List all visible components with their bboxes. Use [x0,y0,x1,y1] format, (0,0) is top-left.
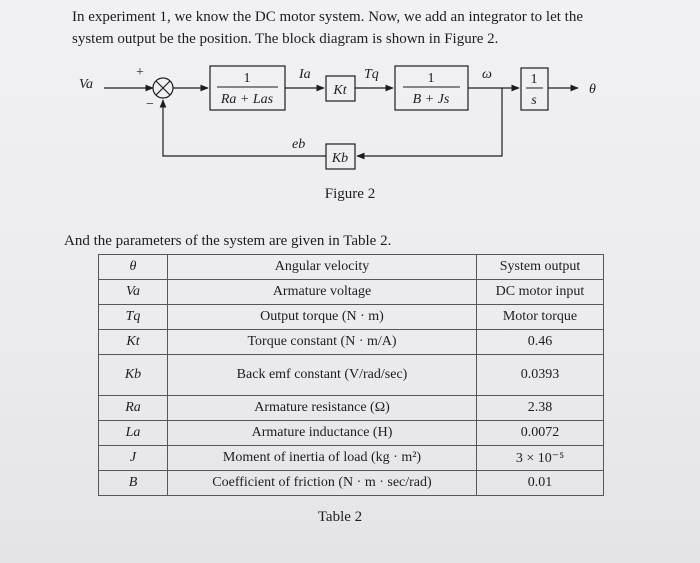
param-description: Moment of inertia of load (kg · m²) [168,446,477,471]
output-label-theta: θ [589,82,596,97]
param-symbol: La [99,421,168,446]
kt-block-label: Kt [333,83,347,98]
param-symbol: J [99,446,168,471]
param-symbol: B [99,471,168,496]
param-value: 3 × 10⁻⁵ [477,446,604,471]
param-value: Motor torque [477,305,604,330]
table-row [99,355,604,396]
signal-omega-label: ω [482,67,492,82]
param-description: Angular velocity [168,255,477,280]
armature-block-denominator: Ra + Las [220,92,274,107]
problem-statement [72,6,632,50]
signal-ia-label: Ia [299,67,311,82]
table-row [99,446,604,471]
table-row [99,421,604,446]
param-symbol: Va [99,280,168,305]
mechanical-block-denominator: B + Js [412,92,450,107]
sum-minus-sign: − [146,97,154,112]
param-description: Back emf constant (V/rad/sec) [168,355,477,396]
param-value: System output [477,255,604,280]
summing-junction [153,78,173,98]
param-value: 2.38 [477,396,604,421]
param-symbol: Tq [99,305,168,330]
param-symbol: θ [99,255,168,280]
sum-plus-sign: + [136,65,144,80]
params-intro: And the parameters of the system are given in Table 2. [64,233,392,249]
signal-eb-label: eb [292,137,306,152]
table-row [99,255,604,280]
param-description: Torque constant (N · m/A) [168,330,477,355]
signal-tq-label: Tq [364,67,379,82]
param-value: 0.46 [477,330,604,355]
table-row [99,305,604,330]
param-value: 0.01 [477,471,604,496]
input-label-va: Va [79,77,93,92]
table-row [99,471,604,496]
armature-block-numerator: 1 [243,71,251,86]
param-symbol: Kt [99,330,168,355]
intro-line-2: system output be the position. The block diagram is shown in Figure 2. [72,31,499,47]
integrator-denominator: s [531,93,537,108]
table-row [99,280,604,305]
param-description: Output torque (N · m) [168,305,477,330]
parameter-table [98,254,604,496]
intro-line-1: In experiment 1, we know the DC motor system. Now, we add an integrator to let the [72,9,583,25]
param-value: 0.0393 [477,355,604,396]
param-description: Armature voltage [168,280,477,305]
table-row [99,330,604,355]
table-caption: Table 2 [317,509,363,525]
param-description: Armature inductance (H) [168,421,477,446]
mechanical-block-numerator: 1 [427,71,435,86]
param-symbol: Ra [99,396,168,421]
kb-block-label: Kb [331,151,349,166]
figure-caption: Figure 2 [324,186,376,202]
param-description: Armature resistance (Ω) [168,396,477,421]
param-symbol: Kb [99,355,168,396]
integrator-numerator: 1 [530,72,538,87]
table-row [99,396,604,421]
param-value: 0.0072 [477,421,604,446]
param-value: DC motor input [477,280,604,305]
param-description: Coefficient of friction (N · m · sec/rad) [168,471,477,496]
